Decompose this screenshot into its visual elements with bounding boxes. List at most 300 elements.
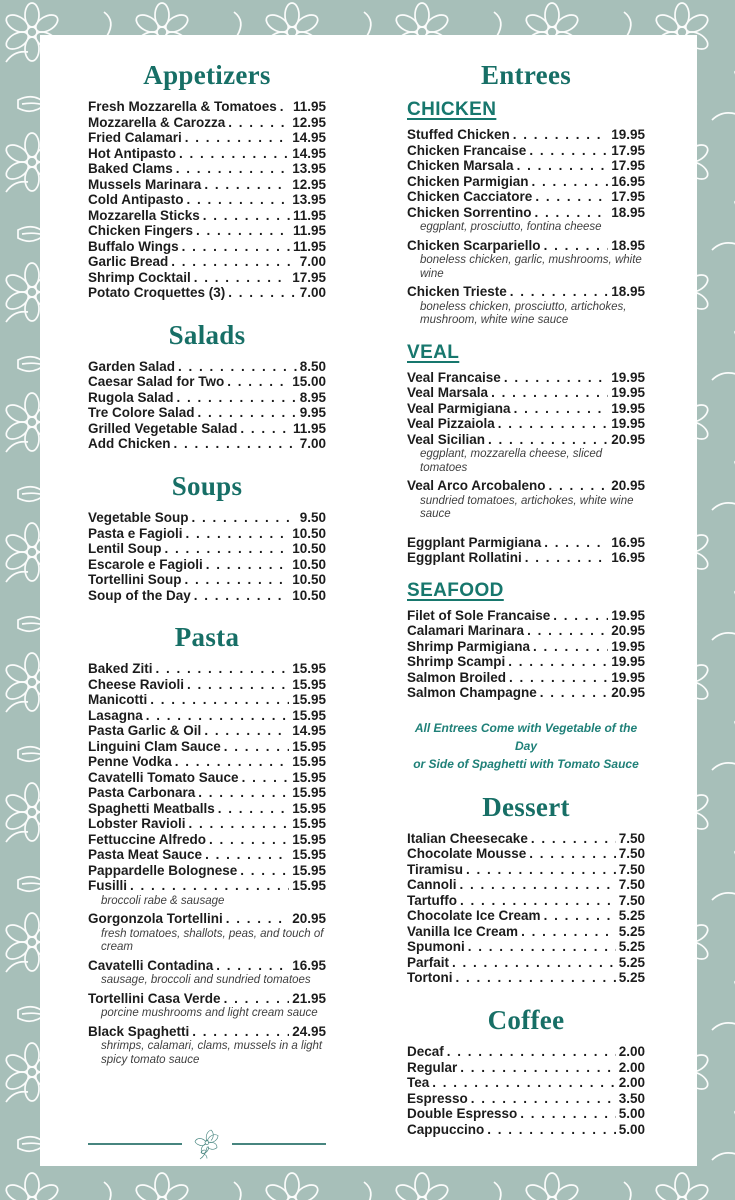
dot-leader: [192, 510, 297, 526]
dot-leader: [165, 541, 290, 557]
dot-leader: [182, 239, 290, 255]
item-price: 12.95: [292, 114, 326, 130]
item-name: Linguini Clam Sauce: [88, 738, 221, 754]
flower-ornament-icon: [192, 1113, 222, 1175]
item-name: Salmon Champagne: [407, 685, 537, 701]
item-name: Chocolate Ice Cream: [407, 908, 541, 924]
dot-leader: [187, 192, 290, 208]
dot-leader: [455, 970, 615, 986]
dot-leader: [176, 161, 289, 177]
item-description: shrimps, calamari, clams, mussels in a light spicy tomato sauce: [101, 1040, 323, 1066]
menu-item: [407, 939, 645, 955]
menu-item: [407, 535, 645, 551]
dot-leader: [509, 670, 608, 686]
item-description: fresh tomatoes, shallots, peas, and touch of cream: [101, 927, 324, 954]
menu-item: [88, 161, 326, 177]
item-price: 15.95: [292, 862, 326, 878]
dot-leader: [204, 177, 289, 193]
item-name: Fusilli: [88, 878, 128, 894]
item-price: 10.50: [292, 572, 326, 588]
menu-item: [88, 239, 326, 255]
menu-item: [407, 639, 645, 655]
item-name: Hot Antipasto: [88, 145, 176, 161]
dot-leader: [517, 158, 609, 174]
item-price: 13.95: [292, 192, 326, 208]
menu-subsection: [407, 535, 645, 566]
dot-leader: [177, 390, 297, 406]
dot-leader: [514, 401, 609, 417]
menu-item: [407, 1122, 645, 1138]
item-name: Parfait: [407, 954, 450, 970]
menu-item: [407, 238, 645, 254]
item-price: 24.95: [292, 1023, 326, 1039]
item-price: 15.95: [292, 831, 326, 847]
menu-subsection-veal: [407, 342, 645, 522]
menu-item: [88, 285, 326, 301]
menu-item: [407, 924, 645, 940]
item-name: Mozzarella & Carozza: [88, 114, 226, 130]
menu-subsection-chicken: [407, 99, 645, 328]
item-price: 2.00: [618, 1059, 645, 1075]
menu-item: [407, 846, 645, 862]
item-price: 15.00: [292, 374, 326, 390]
item-price: 7.50: [618, 892, 645, 908]
menu-item: [88, 572, 326, 588]
item-price: 5.25: [618, 908, 645, 924]
flourish-rule-left: [88, 1143, 182, 1145]
dot-leader: [226, 911, 289, 927]
dot-leader: [533, 639, 608, 655]
section-title: Salads: [168, 319, 246, 350]
menu-item: [88, 541, 326, 557]
dot-leader: [471, 1091, 616, 1107]
dot-leader: [185, 130, 289, 146]
item-price: 14.95: [292, 145, 326, 161]
dot-leader: [228, 115, 289, 131]
item-name: Escarole e Fagioli: [88, 556, 203, 572]
menu-item: [88, 510, 326, 526]
menu-item: [407, 370, 645, 386]
item-price: 17.95: [611, 142, 645, 158]
entree-note-line: All Entrees Come with Vegetable of the Day: [414, 720, 638, 753]
dot-leader: [487, 1122, 615, 1138]
dot-leader: [187, 677, 289, 693]
dot-leader: [460, 877, 616, 893]
item-name: Soup of the Day: [88, 587, 191, 603]
item-price: 14.95: [292, 130, 326, 146]
item-name: Decaf: [407, 1044, 444, 1060]
item-description: broccoli rabe & sausage: [101, 894, 225, 907]
dot-leader: [544, 535, 608, 551]
dot-leader: [549, 478, 609, 494]
item-name: Salmon Broiled: [407, 669, 507, 685]
item-price: 7.00: [299, 254, 326, 270]
item-name: Calamari Marinara: [407, 623, 525, 639]
entree-note-line: or Side of Spaghetti with Tomato Sauce: [413, 756, 639, 771]
dot-leader: [186, 526, 290, 542]
item-name: Veal Parmigiana: [407, 400, 511, 416]
item-name: Caesar Salad for Two: [88, 374, 225, 390]
dot-leader: [209, 832, 289, 848]
left-column: [88, 60, 326, 1166]
item-name: Spumoni: [407, 939, 465, 955]
item-description: boneless chicken, prosciutto, artichokes, mushroom, white wine sauce: [420, 300, 627, 327]
item-name: Shrimp Scampi: [407, 654, 506, 670]
item-description: boneless chicken, garlic, mushrooms, white wine: [420, 254, 642, 280]
item-price: 14.95: [292, 723, 326, 739]
dot-leader: [535, 189, 608, 205]
dot-leader: [240, 863, 289, 879]
item-name: Pasta Meat Sauce: [88, 847, 203, 863]
item-name: Lobster Ravioli: [88, 816, 186, 832]
dot-leader: [194, 270, 289, 286]
item-price: 10.50: [292, 541, 326, 557]
item-description: sundried tomatoes, artichokes, white wine sauce: [420, 494, 634, 521]
bottom-flourish: [88, 1113, 326, 1175]
menu-item: [407, 432, 645, 448]
menu-item: [88, 739, 326, 755]
menu-item: [407, 401, 645, 417]
menu-item: [407, 205, 645, 221]
item-price: 19.95: [611, 654, 645, 670]
dot-leader: [204, 723, 289, 739]
item-price: 18.95: [611, 284, 645, 300]
item-price: 16.95: [611, 173, 645, 189]
item-name: Chicken Parmigian: [407, 173, 529, 189]
item-description: eggplant, prosciutto, fontina cheese: [420, 221, 602, 234]
section-title: Appetizers: [143, 60, 271, 90]
dot-leader: [521, 924, 616, 940]
item-price: 15.95: [292, 800, 326, 816]
item-name: Tortellini Soup: [88, 572, 182, 588]
item-price: 19.95: [611, 416, 645, 432]
menu-item: [88, 359, 326, 375]
menu-item: [407, 654, 645, 670]
dot-leader: [508, 654, 608, 670]
dot-leader: [491, 385, 608, 401]
item-price: 16.95: [611, 534, 645, 550]
dot-leader: [171, 254, 296, 270]
item-price: 5.25: [618, 954, 645, 970]
item-price: 11.95: [292, 420, 326, 436]
menu-item: [88, 785, 326, 801]
item-name: Veal Pizzaiola: [407, 416, 495, 432]
item-price: 15.95: [292, 816, 326, 832]
item-name: Cavatelli Contadina: [88, 957, 214, 973]
section-title: Pasta: [174, 622, 240, 653]
item-price: 7.50: [618, 861, 645, 877]
item-name: Cheese Ravioli: [88, 676, 185, 692]
section-title: Entrees: [480, 60, 572, 90]
item-price: 2.00: [618, 1044, 645, 1060]
item-name: Buffalo Wings: [88, 238, 179, 254]
dot-leader: [174, 436, 297, 452]
item-name: Baked Clams: [88, 161, 173, 177]
item-name: Penne Vodka: [88, 754, 172, 770]
dot-leader: [146, 708, 289, 724]
menu-section-salads: [88, 320, 326, 452]
item-description: sausage, broccoli and sundried tomatoes: [101, 974, 311, 987]
item-price: 17.95: [292, 269, 326, 285]
item-name: Chicken Marsala: [407, 158, 514, 174]
menu-item: [88, 958, 326, 974]
dot-leader: [185, 572, 290, 588]
item-name: Garden Salad: [88, 358, 176, 374]
menu-item: [88, 557, 326, 573]
menu-item: [407, 623, 645, 639]
menu-item: [88, 863, 326, 879]
item-name: Mozzarella Sticks: [88, 207, 200, 223]
dot-leader: [228, 285, 296, 301]
item-name: Veal Marsala: [407, 385, 489, 401]
item-price: 5.25: [618, 939, 645, 955]
menu-item: [88, 374, 326, 390]
item-name: Black Spaghetti: [88, 1023, 190, 1039]
dot-leader: [452, 955, 616, 971]
dot-leader: [206, 557, 289, 573]
item-price: 7.00: [299, 285, 326, 301]
menu-section-entrees: [407, 60, 645, 701]
item-price: 9.50: [299, 510, 326, 526]
dot-leader: [198, 785, 289, 801]
item-name: Spaghetti Meatballs: [88, 800, 215, 816]
item-name: Garlic Bread: [88, 254, 169, 270]
item-price: 19.95: [611, 369, 645, 385]
menu-item: [88, 723, 326, 739]
item-price: 15.95: [292, 847, 326, 863]
menu-item: [407, 862, 645, 878]
item-name: Regular: [407, 1059, 458, 1075]
menu-item: [88, 832, 326, 848]
item-price: 17.95: [611, 158, 645, 174]
menu-item: [407, 893, 645, 909]
item-price: 15.95: [292, 676, 326, 692]
item-name: Cannoli: [407, 877, 457, 893]
item-price: 19.95: [611, 385, 645, 401]
dot-leader: [178, 359, 297, 375]
menu-item: [407, 685, 645, 701]
dot-leader: [240, 421, 290, 437]
item-name: Tea: [407, 1075, 430, 1091]
item-price: 15.95: [292, 661, 326, 677]
menu-item: [407, 1060, 645, 1076]
dot-leader: [156, 661, 290, 677]
dot-leader: [460, 1060, 615, 1076]
menu-item: [407, 189, 645, 205]
dot-leader: [175, 754, 289, 770]
item-price: 15.95: [292, 769, 326, 785]
subsection-title: SEAFOOD: [407, 579, 504, 601]
item-price: 15.95: [292, 785, 326, 801]
menu-item: [407, 1075, 645, 1091]
item-price: 12.95: [292, 176, 326, 192]
item-price: 16.95: [292, 957, 326, 973]
item-name: Pasta Carbonara: [88, 785, 196, 801]
menu-item: [407, 908, 645, 924]
dot-leader: [227, 374, 289, 390]
dot-leader: [216, 958, 289, 974]
item-name: Tartuffo: [407, 892, 457, 908]
dot-leader: [468, 939, 616, 955]
item-price: 3.50: [618, 1090, 645, 1106]
menu-section-pasta: [88, 622, 326, 1067]
dot-leader: [527, 623, 608, 639]
item-price: 9.95: [299, 405, 326, 421]
item-name: Chicken Cacciatore: [407, 189, 533, 205]
menu-item: [407, 877, 645, 893]
item-price: 15.95: [292, 738, 326, 754]
item-price: 10.50: [292, 556, 326, 572]
item-price: 10.50: [292, 587, 326, 603]
item-name: Eggplant Parmigiana: [407, 534, 542, 550]
item-description: porcine mushrooms and light cream sauce: [101, 1007, 318, 1020]
menu-item: [88, 1024, 326, 1040]
item-name: Pasta e Fagioli: [88, 525, 183, 541]
menu-item: [407, 1091, 645, 1107]
menu-item: [88, 270, 326, 286]
dot-leader: [466, 862, 616, 878]
dot-leader: [242, 770, 290, 786]
item-price: 19.95: [611, 127, 645, 143]
item-price: 5.00: [618, 1106, 645, 1122]
dot-leader: [504, 370, 608, 386]
dot-leader: [447, 1044, 616, 1060]
item-name: Veal Arco Arcobaleno: [407, 478, 546, 494]
item-price: 20.95: [292, 911, 326, 927]
dot-leader: [192, 1024, 289, 1040]
item-price: 15.95: [292, 878, 326, 894]
menu-item: [88, 130, 326, 146]
menu-item: [88, 770, 326, 786]
item-name: Stuffed Chicken: [407, 127, 510, 143]
menu-item: [88, 661, 326, 677]
dot-leader: [460, 893, 616, 909]
item-name: Tiramisu: [407, 861, 464, 877]
menu-item: [407, 127, 645, 143]
menu-item: [88, 436, 326, 452]
item-price: 5.25: [618, 923, 645, 939]
item-price: 19.95: [611, 607, 645, 623]
dot-leader: [513, 127, 608, 143]
menu-item: [88, 146, 326, 162]
item-price: 17.95: [611, 189, 645, 205]
item-name: Baked Ziti: [88, 661, 153, 677]
item-price: 7.50: [618, 830, 645, 846]
section-title: Soups: [171, 470, 243, 501]
dot-leader: [218, 801, 289, 817]
item-price: 19.95: [611, 669, 645, 685]
menu-item: [407, 416, 645, 432]
menu-item: [88, 847, 326, 863]
menu-item: [407, 970, 645, 986]
item-price: 5.25: [618, 970, 645, 986]
dot-leader: [205, 847, 289, 863]
dot-leader: [544, 238, 609, 254]
menu-item: [407, 1106, 645, 1122]
item-name: Fried Calamari: [88, 130, 182, 146]
dot-leader: [130, 878, 289, 894]
item-name: Fresh Mozzarella & Tomatoes: [88, 99, 277, 115]
menu-item: [88, 405, 326, 421]
dot-leader: [532, 174, 609, 190]
menu-item: [88, 878, 326, 894]
menu-section-appetizers: [88, 60, 326, 301]
menu-item: [88, 816, 326, 832]
menu-item: [407, 174, 645, 190]
menu-item: [88, 177, 326, 193]
menu-item: [88, 708, 326, 724]
item-price: 13.95: [292, 161, 326, 177]
item-description: eggplant, mozzarella cheese, sliced tomatoes: [420, 448, 603, 474]
menu-item: [88, 692, 326, 708]
menu-item: [88, 390, 326, 406]
menu-item: [88, 801, 326, 817]
dot-leader: [520, 1106, 615, 1122]
menu-item: [88, 991, 326, 1007]
item-name: Veal Francaise: [407, 369, 501, 385]
menu-item: [88, 208, 326, 224]
subsection-title: VEAL: [407, 341, 460, 363]
menu-item: [88, 99, 326, 115]
menu-item: [88, 677, 326, 693]
item-price: 15.95: [292, 754, 326, 770]
item-name: Gorgonzola Tortellini: [88, 911, 223, 927]
menu-item: [407, 831, 645, 847]
dot-leader: [198, 405, 297, 421]
menu-item: [407, 284, 645, 300]
item-price: 20.95: [611, 431, 645, 447]
item-price: 7.50: [618, 877, 645, 893]
item-price: 15.95: [292, 707, 326, 723]
dot-leader: [525, 550, 608, 566]
item-name: Lasagna: [88, 707, 143, 723]
item-price: 5.00: [618, 1121, 645, 1137]
item-name: Espresso: [407, 1090, 468, 1106]
flourish-rule-right: [232, 1143, 326, 1145]
dot-leader: [488, 432, 608, 448]
dot-leader: [498, 416, 608, 432]
item-name: Rugola Salad: [88, 389, 174, 405]
item-name: Tortoni: [407, 970, 453, 986]
menu-section-soups: [88, 471, 326, 603]
menu-item: [407, 1044, 645, 1060]
item-price: 18.95: [611, 204, 645, 220]
dot-leader: [540, 685, 608, 701]
dot-leader: [529, 846, 615, 862]
dot-leader: [535, 205, 609, 221]
item-name: Chicken Trieste: [407, 284, 507, 300]
menu-item: [88, 115, 326, 131]
item-price: 18.95: [611, 237, 645, 253]
item-name: Pappardelle Bolognese: [88, 862, 238, 878]
item-price: 16.95: [611, 550, 645, 566]
item-name: Shrimp Cocktail: [88, 269, 191, 285]
menu-item: [88, 911, 326, 927]
menu-item: [88, 192, 326, 208]
item-name: Filet of Sole Francaise: [407, 607, 551, 623]
item-price: 2.00: [618, 1075, 645, 1091]
section-title: Coffee: [487, 1004, 565, 1035]
item-name: Grilled Vegetable Salad: [88, 420, 238, 436]
item-name: Cold Antipasto: [88, 192, 184, 208]
menu-item: [407, 608, 645, 624]
item-price: 21.95: [292, 990, 326, 1006]
subsection-title: CHICKEN: [407, 99, 497, 121]
item-name: Chicken Francaise: [407, 142, 527, 158]
dot-leader: [194, 588, 289, 604]
dot-leader: [510, 284, 608, 300]
item-price: 8.95: [299, 389, 326, 405]
